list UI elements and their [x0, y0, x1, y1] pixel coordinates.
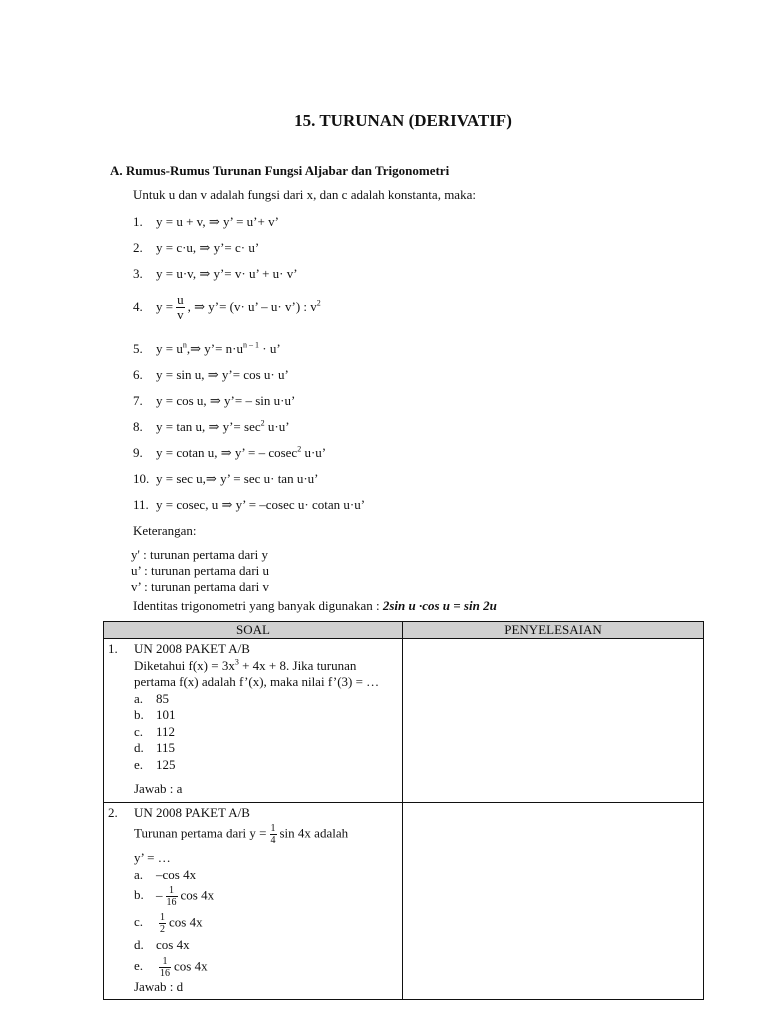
option-value: 112: [156, 723, 176, 739]
table-row: [104, 639, 704, 803]
option-value: 125: [156, 756, 176, 772]
formula-text: y = cosec, u ⇒ y’ = –cosec u· cotan u·u’: [156, 497, 366, 512]
option-letter: e.: [134, 756, 144, 772]
option-c: [134, 724, 402, 741]
fraction-denominator: 4: [270, 835, 276, 846]
superscript: n: [182, 340, 187, 350]
option-value: –cos 4x: [156, 866, 197, 882]
legend-list: [131, 547, 269, 595]
option-letter: c.: [134, 914, 144, 930]
question-text: sin 4x adalah: [279, 825, 349, 841]
formula-number: 5.: [133, 341, 143, 356]
superscript: 2: [297, 444, 302, 454]
formula-lhs: y =: [156, 298, 174, 314]
option-letter: a.: [134, 690, 144, 706]
formula-text: y = c·u, ⇒ y’= c· u’: [156, 240, 260, 255]
formula-number: 9.: [133, 445, 143, 460]
identity-line: [133, 598, 497, 614]
identity-text: Identitas trigonometri yang banyak digunakan :: [133, 598, 383, 613]
option-e: [134, 757, 402, 774]
column-header-penyelesaian: PENYELESAIAN: [403, 622, 704, 639]
fraction-numerator: 1: [166, 885, 178, 897]
formula-11: [133, 497, 365, 513]
answer: Jawab : d: [134, 978, 184, 994]
option-a: [134, 691, 402, 708]
formula-number: 6.: [133, 367, 143, 382]
option-b: [134, 885, 402, 908]
option-letter: d.: [134, 937, 144, 952]
formula-text: y = u·v, ⇒ y’= v· u’ + u· v’: [156, 266, 298, 281]
solution-cell: [403, 802, 704, 1000]
formula-text: y = u + v, ⇒ y’ = u’+ v’: [156, 214, 279, 229]
question-line: y’ = …: [134, 850, 171, 865]
option-letter: c.: [134, 723, 144, 739]
question-number: 1.: [108, 641, 118, 656]
column-header-soal: SOAL: [104, 622, 403, 639]
option-value: 101: [156, 707, 176, 722]
option-letter: b.: [134, 707, 144, 722]
fraction-denominator: 16: [166, 897, 177, 908]
fraction: [270, 823, 277, 846]
question-table: [103, 621, 704, 1000]
formula-number: 2.: [133, 240, 143, 255]
option-e: [134, 956, 402, 979]
formula-text: y = tan u, ⇒ y’= sec: [156, 419, 261, 434]
option-value: cos 4x: [156, 937, 190, 952]
fraction: [159, 912, 166, 935]
formula-8: [133, 419, 290, 435]
identity-formula: 2sin u ·cos u = sin 2u: [382, 598, 497, 613]
option-value: cos 4x: [174, 957, 208, 973]
option-a: [134, 867, 402, 884]
formula-text: u·u’: [264, 419, 290, 434]
legend-item: y' : turunan pertama dari y: [131, 547, 268, 562]
formula-text: y = sin u, ⇒ y’= cos u· u’: [156, 367, 289, 382]
formula-1: [133, 214, 279, 230]
question-2: [104, 803, 402, 1000]
fraction: [176, 293, 185, 323]
formula-number: 11.: [133, 497, 149, 512]
superscript: 3: [234, 657, 239, 667]
section-heading: A. Rumus-Rumus Turunan Fungsi Aljabar dan Trigonometri: [110, 163, 450, 178]
formula-text: · u’: [258, 341, 281, 356]
option-letter: e.: [134, 957, 144, 973]
fraction-denominator: 2: [160, 924, 165, 935]
option-letter: d.: [134, 740, 144, 755]
formula-10: [133, 471, 319, 487]
page-title: 15. TURUNAN (DERIVATIF): [294, 111, 512, 130]
question-source: UN 2008 PAKET A/B: [134, 641, 250, 656]
formula-2: [133, 240, 259, 256]
fraction-numerator: 1: [160, 912, 165, 923]
fraction-denominator: v: [177, 307, 184, 323]
question-source: UN 2008 PAKET A/B: [134, 804, 250, 820]
fraction: [166, 885, 178, 908]
answer: Jawab : a: [134, 781, 183, 796]
formula-3: [133, 266, 298, 282]
legend-item: v’ : turunan pertama dari v: [131, 579, 270, 594]
formula-5: [133, 341, 281, 357]
question-line: [134, 658, 402, 675]
formula-number: 7.: [133, 393, 143, 408]
option-value: cos 4x: [180, 887, 215, 903]
option-letter: b.: [134, 887, 144, 903]
formula-6: [133, 367, 289, 383]
formula-number: 8.: [133, 419, 143, 434]
formula-text: y = cotan u, ⇒ y’ = – cosec: [156, 445, 298, 460]
fraction: [159, 956, 171, 979]
formula-text: y = sec u,⇒ y’ = sec u· tan u·u’: [156, 471, 319, 486]
table-header-row: [104, 622, 704, 639]
option-c: [134, 912, 402, 935]
fraction-numerator: 1: [270, 823, 276, 834]
fraction-numerator: u: [177, 292, 184, 307]
question-1: [104, 639, 402, 802]
superscript: 2: [316, 298, 321, 308]
formula-4: [133, 293, 321, 323]
fraction-numerator: 1: [159, 956, 171, 968]
superscript: n – 1: [242, 340, 259, 350]
fraction-denominator: 16: [160, 967, 170, 979]
formula-text: u·u’: [301, 445, 327, 460]
option-b: [134, 707, 402, 724]
option-d: [134, 740, 402, 757]
question-line: pertama f(x) adalah f’(x), maka nilai f’(3) = …: [134, 674, 380, 689]
question-cell: [104, 639, 403, 803]
formula-9: [133, 445, 326, 461]
formula-number: 10.: [133, 471, 150, 486]
formula-number: 4.: [133, 298, 143, 314]
option-sign: –: [156, 887, 163, 903]
question-text: Turunan pertama dari y =: [134, 825, 267, 841]
formula-rhs: , ⇒ y’= (v· u’ – u· v’) : v: [187, 298, 317, 314]
keterangan-label: Keterangan:: [133, 523, 197, 538]
option-d: [134, 937, 402, 954]
legend-item: u’ : turunan pertama dari u: [131, 563, 270, 578]
formula-7: [133, 393, 295, 409]
question-line: [134, 823, 402, 846]
superscript: 2: [260, 418, 265, 428]
formula-number: 1.: [133, 214, 143, 229]
question-cell: [104, 802, 403, 1000]
table-row: [104, 802, 704, 1000]
formula-text: y = u: [156, 341, 183, 356]
question-text: + 4x + 8. Jika turunan: [238, 657, 357, 673]
question-text: Diketahui f(x) = 3x: [134, 657, 235, 673]
formula-text: ,⇒ y’= n·u: [186, 341, 243, 356]
intro-text: Untuk u dan v adalah fungsi dari x, dan c adalah konstanta, maka:: [133, 187, 476, 202]
option-value: 115: [156, 740, 176, 755]
formula-number: 3.: [133, 266, 143, 281]
formula-text: y = cos u, ⇒ y’= – sin u·u’: [156, 393, 296, 408]
option-letter: a.: [134, 866, 144, 882]
option-value: 85: [156, 690, 169, 706]
question-number: 2.: [108, 804, 118, 820]
option-value: cos 4x: [169, 914, 203, 930]
solution-cell: [403, 639, 704, 803]
